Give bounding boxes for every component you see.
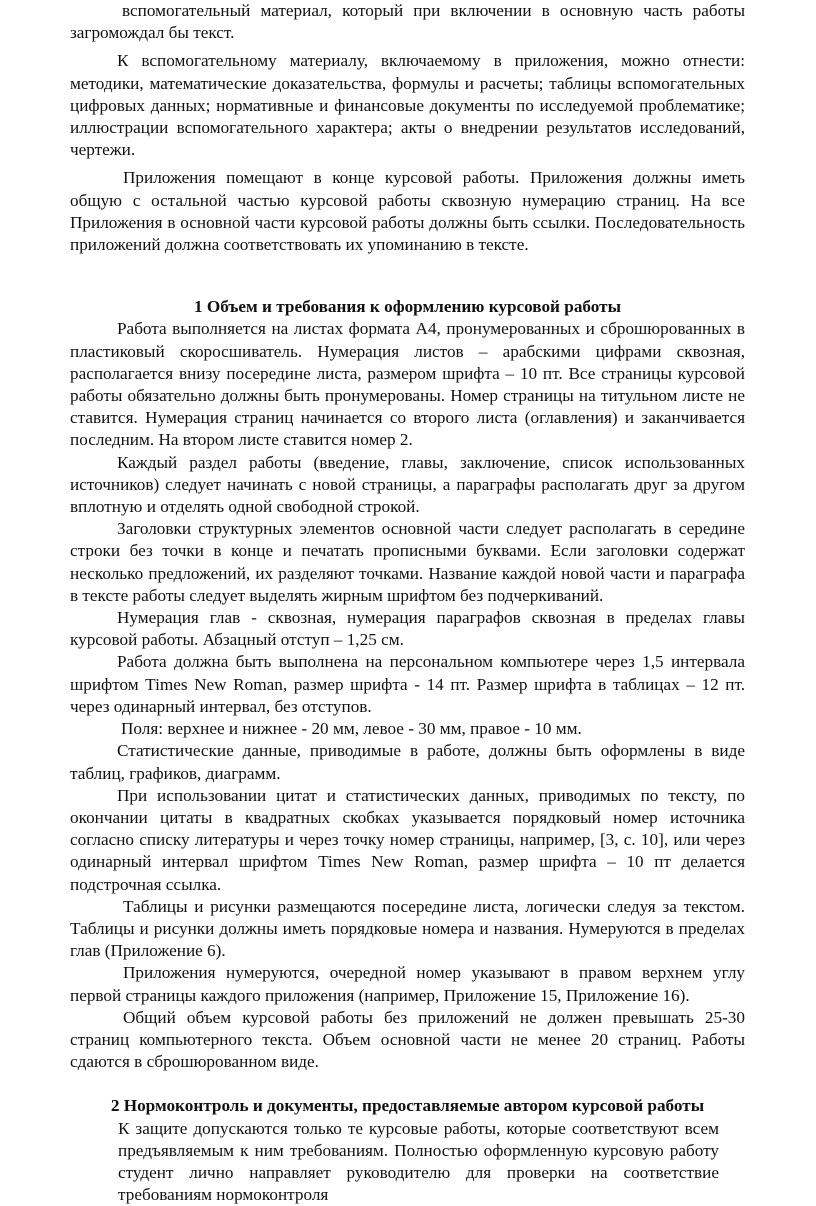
intro-paragraph-3: Приложения помещают в конце курсовой работы. Приложения должны иметь общую с остальной частью курсовой работы сквозную нумерацию страниц. На все Приложения в основной части курсовой работы должны быть ссылки. Последовательность приложений должна соответствовать их упоминанию в тексте. [70,168,745,255]
section-1-paragraph: Нумерация глав - сквозная, нумерация параграфов сквозная в пределах главы курсовой работы. Абзацный отступ – 1,25 см. [70,608,745,650]
intro-paragraph-1: вспомогательный материал, который при включении в основную часть работы загромождал бы текст. [70,1,745,43]
section-1-paragraph: Общий объем курсовой работы без приложений не должен превышать 25-30 страниц компьютерного текста. Объем основной части не менее 20 страниц. Работы сдаются в сброшюрованном виде. [70,1007,745,1072]
section-1-paragraph: При использовании цитат и статистических данных, приводимых по тексту, по окончании цитаты в квадратных скобках указывается порядковый номер источника согласно списку литературы и через точку номер страницы, например, [3, с. 10], или через одинарный интервал шрифтом Times New Roman, размер шрифта – 10 пт делается подстрочная ссылка. [70,785,745,894]
intro-paragraph-2: К вспомогательному материалу, включаемому в приложения, можно отнести: методики, математические доказательства, формулы и расчеты; таблицы вспомогательных цифровых данных; нормативные и финансовые документы по исследуемой проблематике; иллюстрации вспомогательного характера; акты о внедрении результатов исследований, чертежи. [70,51,745,160]
section-2-heading: 2 Нормоконтроль и документы, предоставляемые автором курсовой работы [110,1096,705,1116]
section-1-paragraph: Приложения нумеруются, очередной номер указывают в правом верхнем углу первой страницы каждого приложения (например, Приложение 15, Приложение 16). [70,963,745,1005]
section-1-paragraph: Каждый раздел работы (введение, главы, заключение, список использованных источников) следует начинать с новой страницы, а параграфы располагать друг за другом вплотную и отделять одной свободной строкой. [70,452,745,517]
section-1-paragraph: Таблицы и рисунки размещаются посередине листа, логически следуя за текстом. Таблицы и рисунки должны иметь порядковые номера и названия. Нумеруются в пределах глав (Приложение 6). [70,896,745,961]
section-1-paragraph: Заголовки структурных элементов основной части следует располагать в середине строки без точки в конце и печатать прописными буквами. Если заголовки содержат несколько предложений, их разделяют точками. Название каждой новой части и параграфа в тексте работы следует выделять жирным шрифтом без подчеркиваний. [70,519,745,605]
document-page [70,0,745,1206]
section-1-paragraph: Поля: верхнее и нижнее - 20 мм, левое - 30 мм, правое - 10 мм. [121,719,582,739]
section-1-paragraph: Работа выполняется на листах формата А4, пронумерованных и сброшюрованных в пластиковый скоросшиватель. Нумерация листов – арабскими цифрами сквозная, располагается внизу посередине листа, размером шрифта – 10 пт. Все страницы курсовой работы обязательно должны быть пронумерованы. Номер страницы на титульном листе не ставится. Нумерация страниц начинается со второго листа (оглавления) и заканчивается последним. На втором листе ставится номер 2. [70,319,745,450]
section-1-paragraph: Работа должна быть выполнена на персональном компьютере через 1,5 интервала шрифтом Times New Roman, размер шрифта - 14 пт. Размер шрифта в таблицах – 12 пт. через одинарный интервал, без отступов. [70,652,745,716]
section-1-heading: 1 Объем и требования к оформлению курсовой работы [193,297,622,317]
section-1-paragraph: Статистические данные, приводимые в работе, должны быть оформлены в виде таблиц, графиков, диаграмм. [70,741,745,783]
section-2-paragraph: К защите допускаются только те курсовые работы, которые соответствуют всем предъявляемым к ним требованиям. Полностью оформленную курсовую работу студент лично направляет руководителю для проверки на соответствие требованиям нормоконтроля [118,1118,719,1205]
